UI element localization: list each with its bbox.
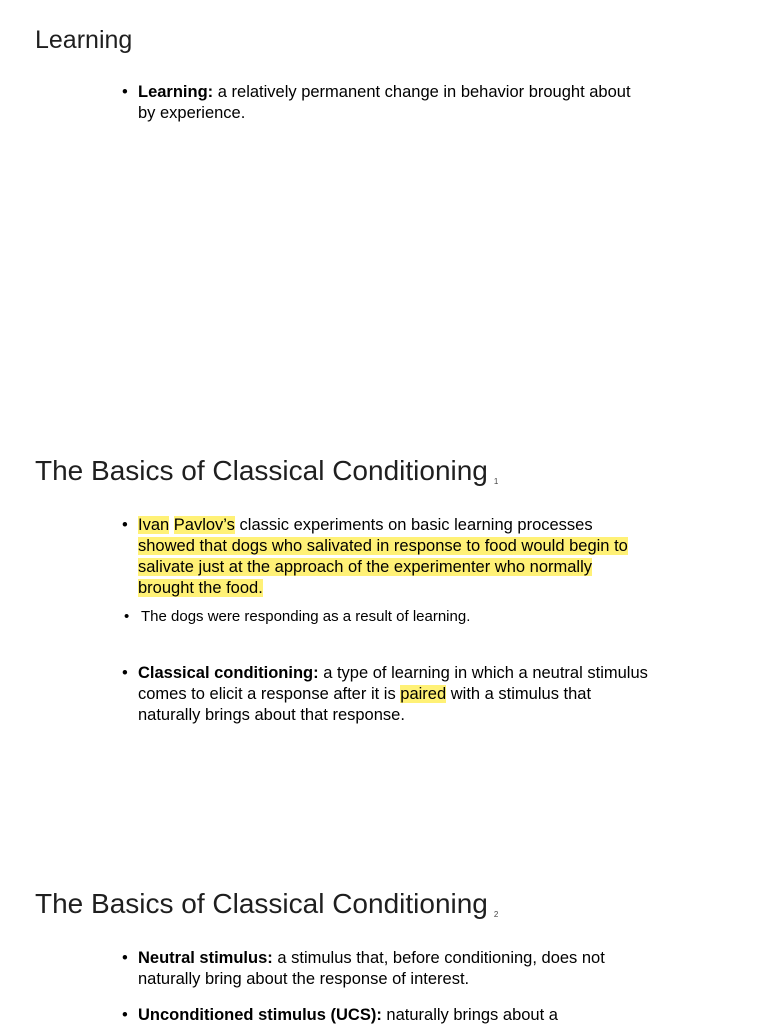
bullet-item	[122, 515, 652, 599]
slide-number: 2	[493, 910, 499, 919]
bullet-list	[122, 948, 652, 1026]
definition-text: naturally brings about a	[381, 1006, 558, 1024]
highlighted-text: at the approach of the experimenter who normally	[224, 558, 593, 576]
highlighted-text: dogs	[231, 537, 268, 555]
highlighted-text: showed that	[138, 537, 232, 555]
bullet-list	[122, 82, 652, 124]
slide-title	[35, 26, 132, 55]
highlighted-text: brought	[138, 579, 194, 597]
highlighted-text: just	[198, 558, 225, 576]
slide-title-text: The Basics of Classical Conditioning	[35, 455, 488, 486]
bullet-item	[122, 82, 652, 124]
bullet-item	[122, 1005, 652, 1026]
bullet-item	[122, 948, 652, 990]
highlighted-text: paired	[400, 685, 447, 703]
term-label: Classical conditioning:	[138, 664, 319, 682]
slide-title	[35, 888, 498, 920]
bullet-text: The dogs were responding as a result of learning.	[141, 608, 471, 625]
term-label: Unconditioned stimulus (UCS):	[138, 1006, 382, 1024]
text-span: classic experiments on basic learning processes	[234, 516, 593, 534]
highlighted-text: Pavlov’s	[173, 516, 235, 534]
slide-title	[35, 455, 498, 487]
definition-text: a stimulus that, before conditioning, does not naturally bring about the response of interest.	[138, 949, 605, 988]
definition-text: with a stimulus that naturally brings about that response.	[138, 685, 592, 724]
bullet-item	[122, 663, 652, 726]
term-label: Learning:	[138, 83, 214, 101]
definition-text: a relatively permanent change in behavior brought about by experience.	[138, 83, 631, 122]
highlighted-text: Ivan	[138, 516, 170, 534]
highlighted-text: who salivated in response to food would begin to salivate	[138, 537, 628, 576]
bullet-item	[122, 607, 652, 627]
slide-title-text: Learning	[35, 26, 133, 54]
definition-text: a type of learning in which a neutral stimulus comes to elicit a response after it is	[138, 664, 648, 703]
highlighted-text: the food.	[193, 579, 263, 597]
slide-number: 1	[493, 477, 499, 486]
slide-title-text: The Basics of Classical Conditioning	[35, 888, 488, 919]
term-label: Neutral stimulus:	[138, 949, 273, 967]
bullet-list	[122, 515, 652, 726]
